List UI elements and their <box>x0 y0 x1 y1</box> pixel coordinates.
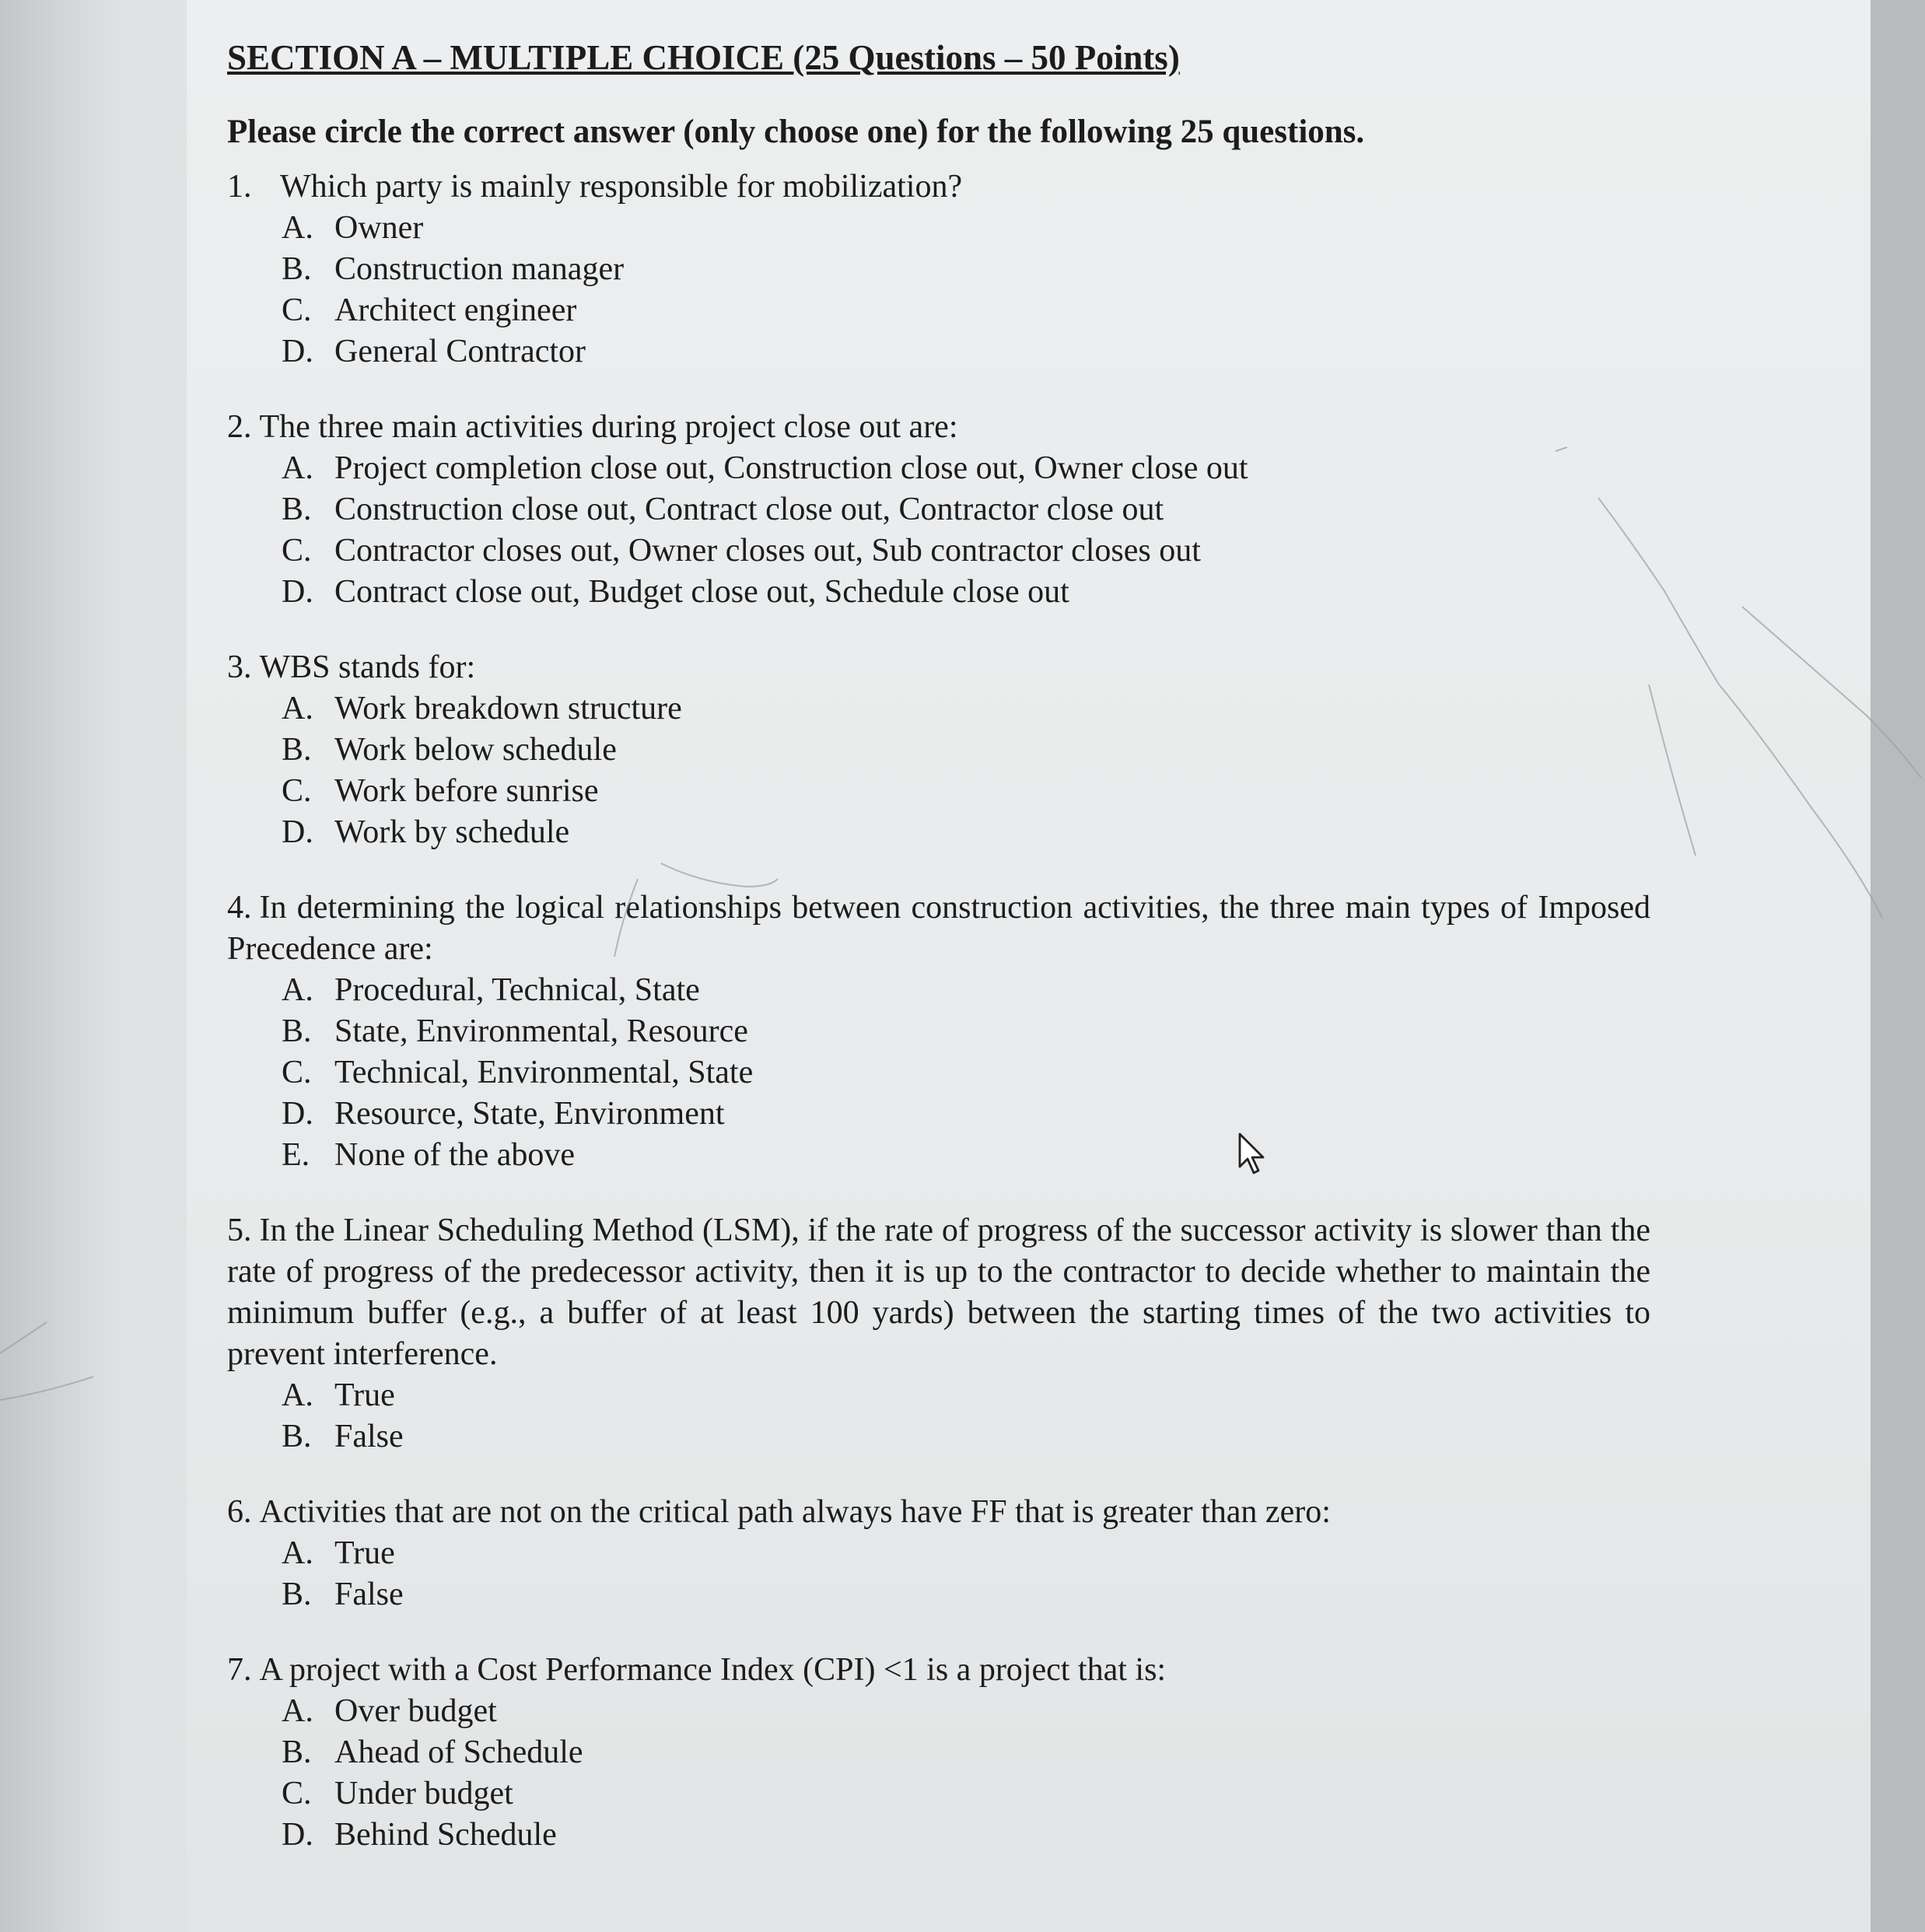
question-text <box>227 166 1650 208</box>
question-number: 7. <box>227 1652 252 1688</box>
option-text: Contractor closes out, Owner closes out, Sub contractor closes out <box>334 533 1201 569</box>
option-text: Contract close out, Budget close out, Schedule close out <box>334 574 1069 610</box>
option-letter: A. <box>282 210 313 246</box>
question-7 <box>227 1650 1650 1856</box>
answer-option[interactable] <box>282 812 1650 853</box>
answer-option[interactable] <box>282 1773 1650 1815</box>
document-content <box>227 31 1650 1890</box>
question-number: 3. <box>227 649 252 685</box>
answer-options <box>227 970 1650 1176</box>
answer-option[interactable] <box>282 771 1650 812</box>
answer-option[interactable] <box>282 208 1650 249</box>
answer-option[interactable] <box>282 1533 1650 1574</box>
option-letter: C. <box>282 1776 312 1811</box>
question-number: 4. <box>227 890 252 926</box>
answer-options <box>227 1691 1650 1856</box>
option-text: Owner <box>334 210 424 246</box>
option-letter: D. <box>282 814 313 850</box>
option-letter: A. <box>282 450 313 486</box>
question-number: 2. <box>227 409 252 445</box>
question-prompt: In determining the logical relationships between construction activities, the three main types of Imposed Precedence are: <box>227 890 1650 967</box>
option-text: Under budget <box>334 1776 513 1811</box>
answer-option[interactable] <box>282 1416 1650 1458</box>
answer-options <box>227 448 1650 613</box>
answer-option[interactable] <box>282 970 1650 1011</box>
option-letter: D. <box>282 334 313 369</box>
question-text <box>227 887 1650 970</box>
option-letter: B. <box>282 732 312 768</box>
question-3 <box>227 647 1650 853</box>
option-text: Over budget <box>334 1693 497 1729</box>
option-letter: C. <box>282 773 312 809</box>
option-letter: D. <box>282 574 313 610</box>
option-letter: A. <box>282 1535 313 1571</box>
option-text: True <box>334 1535 395 1571</box>
answer-option[interactable] <box>282 249 1650 290</box>
answer-option[interactable] <box>282 1574 1650 1615</box>
answer-options <box>227 208 1650 373</box>
option-text: General Contractor <box>334 334 586 369</box>
option-text: Technical, Environmental, State <box>334 1055 754 1090</box>
option-text: None of the above <box>334 1137 576 1173</box>
option-letter: A. <box>282 1693 313 1729</box>
option-letter: D. <box>282 1817 313 1853</box>
option-letter: D. <box>282 1096 313 1132</box>
mouse-pointer-icon <box>1238 1132 1269 1176</box>
answer-option[interactable] <box>282 730 1650 771</box>
question-6 <box>227 1492 1650 1615</box>
question-prompt: The three main activities during project close out are: <box>259 409 958 445</box>
option-letter: E. <box>282 1137 310 1173</box>
option-text: Procedural, Technical, State <box>334 972 700 1008</box>
option-letter: C. <box>282 533 312 569</box>
option-letter: B. <box>282 1577 312 1612</box>
answer-option[interactable] <box>282 688 1650 730</box>
option-letter: A. <box>282 972 313 1008</box>
question-5 <box>227 1210 1650 1458</box>
option-letter: B. <box>282 492 312 527</box>
option-letter: A. <box>282 691 313 726</box>
answer-option[interactable] <box>282 448 1650 489</box>
option-text: State, Environmental, Resource <box>334 1013 748 1049</box>
question-prompt: Activities that are not on the critical path always have FF that is greater than zero: <box>259 1494 1331 1530</box>
option-text: Construction manager <box>334 251 625 287</box>
question-2 <box>227 407 1650 613</box>
answer-option[interactable] <box>282 1732 1650 1773</box>
question-prompt: Which party is mainly responsible for mobilization? <box>280 169 963 205</box>
option-text: Behind Schedule <box>334 1817 557 1853</box>
option-letter: B. <box>282 1013 312 1049</box>
question-prompt: WBS stands for: <box>259 649 476 685</box>
option-text: Work breakdown structure <box>334 691 682 726</box>
option-letter: B. <box>282 1419 312 1454</box>
answer-option[interactable] <box>282 1375 1650 1416</box>
section-title: SECTION A – MULTIPLE CHOICE (25 Questions – 50 Points) <box>227 38 1180 77</box>
answer-option[interactable] <box>282 572 1650 613</box>
question-text <box>227 1492 1650 1533</box>
answer-options <box>227 1533 1650 1615</box>
option-letter: B. <box>282 1734 312 1770</box>
answer-option[interactable] <box>282 290 1650 331</box>
question-number: 1. <box>227 169 252 205</box>
question-prompt: In the Linear Scheduling Method (LSM), if the rate of progress of the successor activity is slower than the rate of progress of the predecessor activity, then it is up to the contractor to decide whether to maintain the minimum buffer (e.g., a buffer of at least 100 yards) between the starting times of the two activities to prevent interference. <box>227 1213 1650 1372</box>
answer-option[interactable] <box>282 1815 1650 1856</box>
question-1 <box>227 166 1650 373</box>
option-text: Resource, State, Environment <box>334 1096 725 1132</box>
answer-option[interactable] <box>282 489 1650 530</box>
answer-option[interactable] <box>282 530 1650 572</box>
answer-option[interactable] <box>282 331 1650 373</box>
option-text: True <box>334 1377 395 1413</box>
answer-options <box>227 688 1650 853</box>
question-number: 5. <box>227 1213 252 1248</box>
answer-options <box>227 1375 1650 1458</box>
option-text: Work before sunrise <box>334 773 599 809</box>
option-text: Architect engineer <box>334 292 577 328</box>
option-text: False <box>334 1419 404 1454</box>
question-text <box>227 1210 1650 1375</box>
option-letter: B. <box>282 251 312 287</box>
question-text <box>227 407 1650 448</box>
option-text: Work below schedule <box>334 732 617 768</box>
question-prompt: A project with a Cost Performance Index (CPI) <1 is a project that is: <box>259 1652 1167 1688</box>
answer-option[interactable] <box>282 1135 1650 1176</box>
question-text <box>227 647 1650 688</box>
screen-edge <box>1871 0 1925 1932</box>
answer-option[interactable] <box>282 1094 1650 1135</box>
question-4 <box>227 887 1650 1176</box>
answer-option[interactable] <box>282 1691 1650 1732</box>
option-text: Ahead of Schedule <box>334 1734 583 1770</box>
answer-option[interactable] <box>282 1052 1650 1094</box>
answer-option[interactable] <box>282 1011 1650 1052</box>
option-text: Work by schedule <box>334 814 570 850</box>
option-letter: C. <box>282 1055 312 1090</box>
option-letter: C. <box>282 292 312 328</box>
instructions: Please circle the correct answer (only choose one) for the following 25 questions. <box>227 114 1365 150</box>
option-text: Project completion close out, Construction close out, Owner close out <box>334 450 1248 486</box>
option-letter: A. <box>282 1377 313 1413</box>
question-text <box>227 1650 1650 1691</box>
question-number: 6. <box>227 1494 252 1530</box>
option-text: Construction close out, Contract close out, Contractor close out <box>334 492 1164 527</box>
option-text: False <box>334 1577 404 1612</box>
